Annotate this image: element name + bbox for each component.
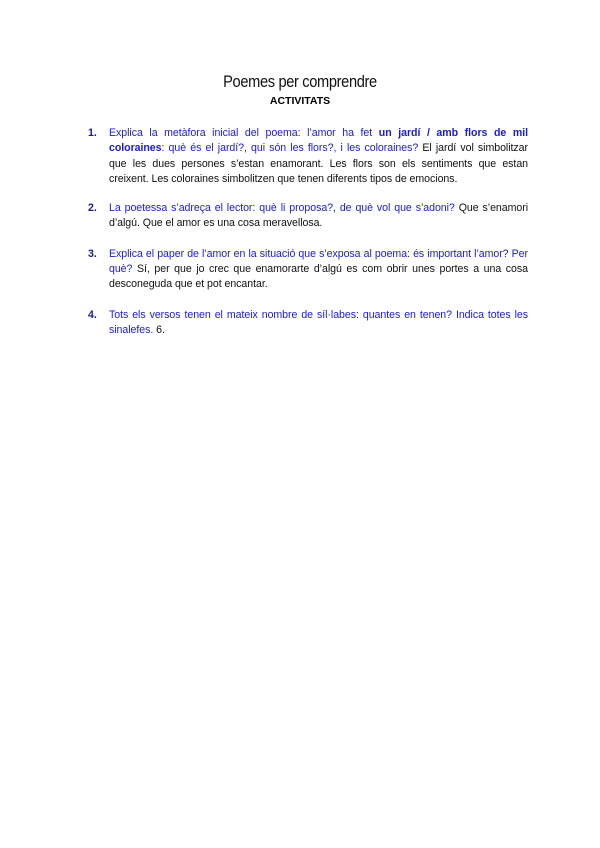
list-item bbox=[88, 247, 528, 293]
question-highlight: un jardí / amb flors de mil coloraines bbox=[109, 127, 528, 155]
list-item bbox=[88, 201, 528, 232]
item-number: 3. bbox=[88, 247, 97, 260]
page-title: Poemes per comprendre bbox=[223, 72, 377, 91]
list-item bbox=[88, 126, 528, 187]
page-subtitle: ACTIVITATS bbox=[269, 95, 331, 107]
item-number: 1. bbox=[88, 127, 97, 139]
answer-text: El jardí vol simbolitzar que les dues persones s’estan enamorant. Les flors son els sentiments que estan creixent. Les coloraines simbolitzen que tenen diferents tipos de emocions. bbox=[109, 142, 528, 185]
question-text: Explica el paper de l’amor en la situació que s’exposa al poema: és important l’amor? Per què? bbox=[109, 247, 528, 276]
list-item bbox=[88, 308, 528, 339]
answer-text: Que s’enamori d’algú. Que el amor es una cosa meravellosa. bbox=[109, 202, 528, 230]
question-text: La poetessa s’adreça el lector: què li proposa?, de què vol que s’adoni? bbox=[109, 202, 455, 215]
item-number: 4. bbox=[88, 308, 97, 321]
question-text: Tots els versos tenen el mateix nombre de síl·labes: quantes en tenen? Indica totes les sinalefes. bbox=[109, 308, 528, 336]
answer-text: 6. bbox=[153, 323, 165, 336]
question-text: Explica la metàfora inicial del poema: l’amor ha fet un jardí / amb flors de mil coloraines: què és el jardí?, qui són les flors?, i les coloraines? bbox=[109, 127, 528, 155]
answer-text: Sí, per que jo crec que enamorarte d’algú es com obrir unes portes a una cosa desconeguda que et pot encantar. bbox=[109, 263, 528, 291]
item-number: 2. bbox=[88, 202, 97, 215]
activities-list bbox=[88, 126, 528, 351]
